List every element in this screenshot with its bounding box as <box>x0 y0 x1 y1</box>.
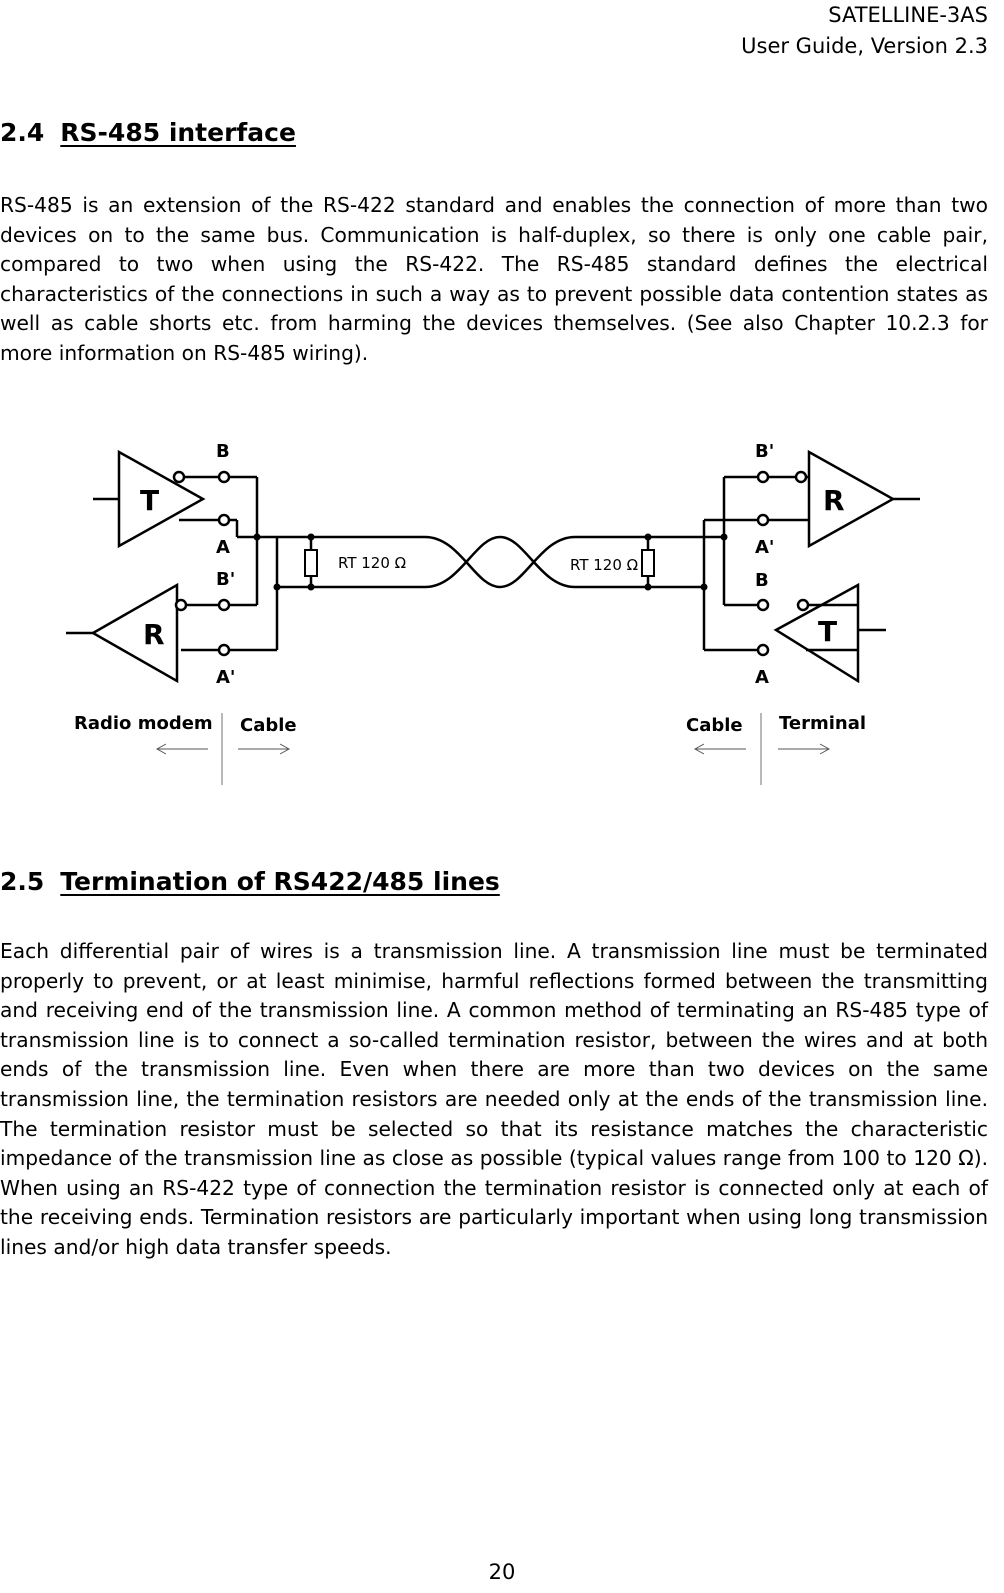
right-pin-a-prime-label: A' <box>755 537 775 558</box>
left-pin-a-label: A <box>216 537 230 558</box>
left-pin-b-circle <box>219 472 229 482</box>
left-pin-a-prime-circle <box>219 645 229 655</box>
right-receiver-triangle <box>809 452 893 546</box>
right-pin-b-prime-label: B' <box>755 441 775 462</box>
left-pin-b-prime-circle <box>219 600 229 610</box>
section-2-4-heading <box>0 118 296 147</box>
right-pin-a-prime-circle <box>758 515 768 525</box>
left-pin-b-label: B <box>216 441 230 462</box>
right-transmitter-label: T <box>818 615 838 648</box>
left-rx-input-circle <box>176 600 186 610</box>
left-pin-a-circle <box>219 515 229 525</box>
right-pin-a-circle <box>758 645 768 655</box>
page-number: 20 <box>488 1560 516 1584</box>
cable-right-caption: Cable <box>686 715 743 736</box>
left-receiver-label: R <box>143 618 165 651</box>
section-number: 2.5 <box>0 867 45 896</box>
right-resistor-label: RT 120 Ω <box>570 556 639 574</box>
right-pin-a-label: A <box>755 667 769 688</box>
right-rx-input-circle <box>796 472 806 482</box>
section-2-5-heading <box>0 867 500 896</box>
right-pin-b-circle <box>758 600 768 610</box>
section-title: RS-485 interface <box>60 118 296 147</box>
section-title: Termination of RS422/485 lines <box>60 867 500 896</box>
right-pin-b-label: B <box>755 570 769 591</box>
left-resistor-label: RT 120 Ω <box>338 554 407 572</box>
right-arrow-terminal <box>778 744 829 754</box>
header-guide-version: User Guide, Version 2.3 <box>741 34 988 58</box>
left-arrow-modem <box>157 744 208 754</box>
right-pin-b-prime-circle <box>758 472 768 482</box>
section-number: 2.4 <box>0 118 45 147</box>
rs485-wiring-diagram <box>0 425 1004 805</box>
cable-left-caption: Cable <box>240 715 297 736</box>
left-termination-resistor <box>305 550 317 576</box>
left-pin-a-prime-label: A' <box>216 667 236 688</box>
section-2-5-body: Each differential pair of wires is a transmission line. A transmission line must be terminated properly to prevent, or at least minimise, harmful reflections formed between the transmitting and receiving end of the transmission line. A common method of terminating an RS-485 type of transmission line is to connect a so-called termination resistor, between the wires and at both ends of the transmission line. Even when there are more than two devices on the same transmission line, the termination resistors are needed only at the ends of the transmission line. The termination resistor must be selected so that its resistance matches the characteristic impedance of the transmission line as close as possible (typical values range from 100 to 120 Ω). When using an RS-422 type of connection the termination resistor is connected only at each of the receiving ends. Termination resistors are particularly important when using long transmission lines and/or high data transfer speeds. <box>0 939 988 1259</box>
page-header <box>741 0 988 62</box>
left-tx-output-circle <box>174 472 184 482</box>
terminal-caption: Terminal <box>779 713 867 734</box>
right-tx-output-circle <box>798 600 808 610</box>
left-transmitter-triangle <box>119 452 203 546</box>
left-arrow-cable <box>695 744 746 754</box>
radio-modem-caption: Radio modem <box>74 713 213 734</box>
right-arrow-cable <box>238 744 289 754</box>
section-2-4-body: RS-485 is an extension of the RS-422 standard and enables the connection of more than two devices on to the same bus. Communication is half-duplex, so there is only one cable pair, compared to two when using the RS-422. The RS-485 standard defines the electrical characteristics of the connections in such a way as to prevent possible data contention states as well as cable shorts etc. from harming the devices themselves. (See also Chapter 10.2.3 for more information on RS-485 wiring). <box>0 193 988 365</box>
left-pin-b-prime-label: B' <box>216 569 236 590</box>
right-termination-resistor <box>642 550 654 576</box>
right-receiver-label: R <box>823 484 845 517</box>
right-transmitter-triangle <box>776 585 858 681</box>
header-product: SATELLINE-3AS <box>828 3 988 27</box>
left-transmitter-label: T <box>140 484 160 517</box>
